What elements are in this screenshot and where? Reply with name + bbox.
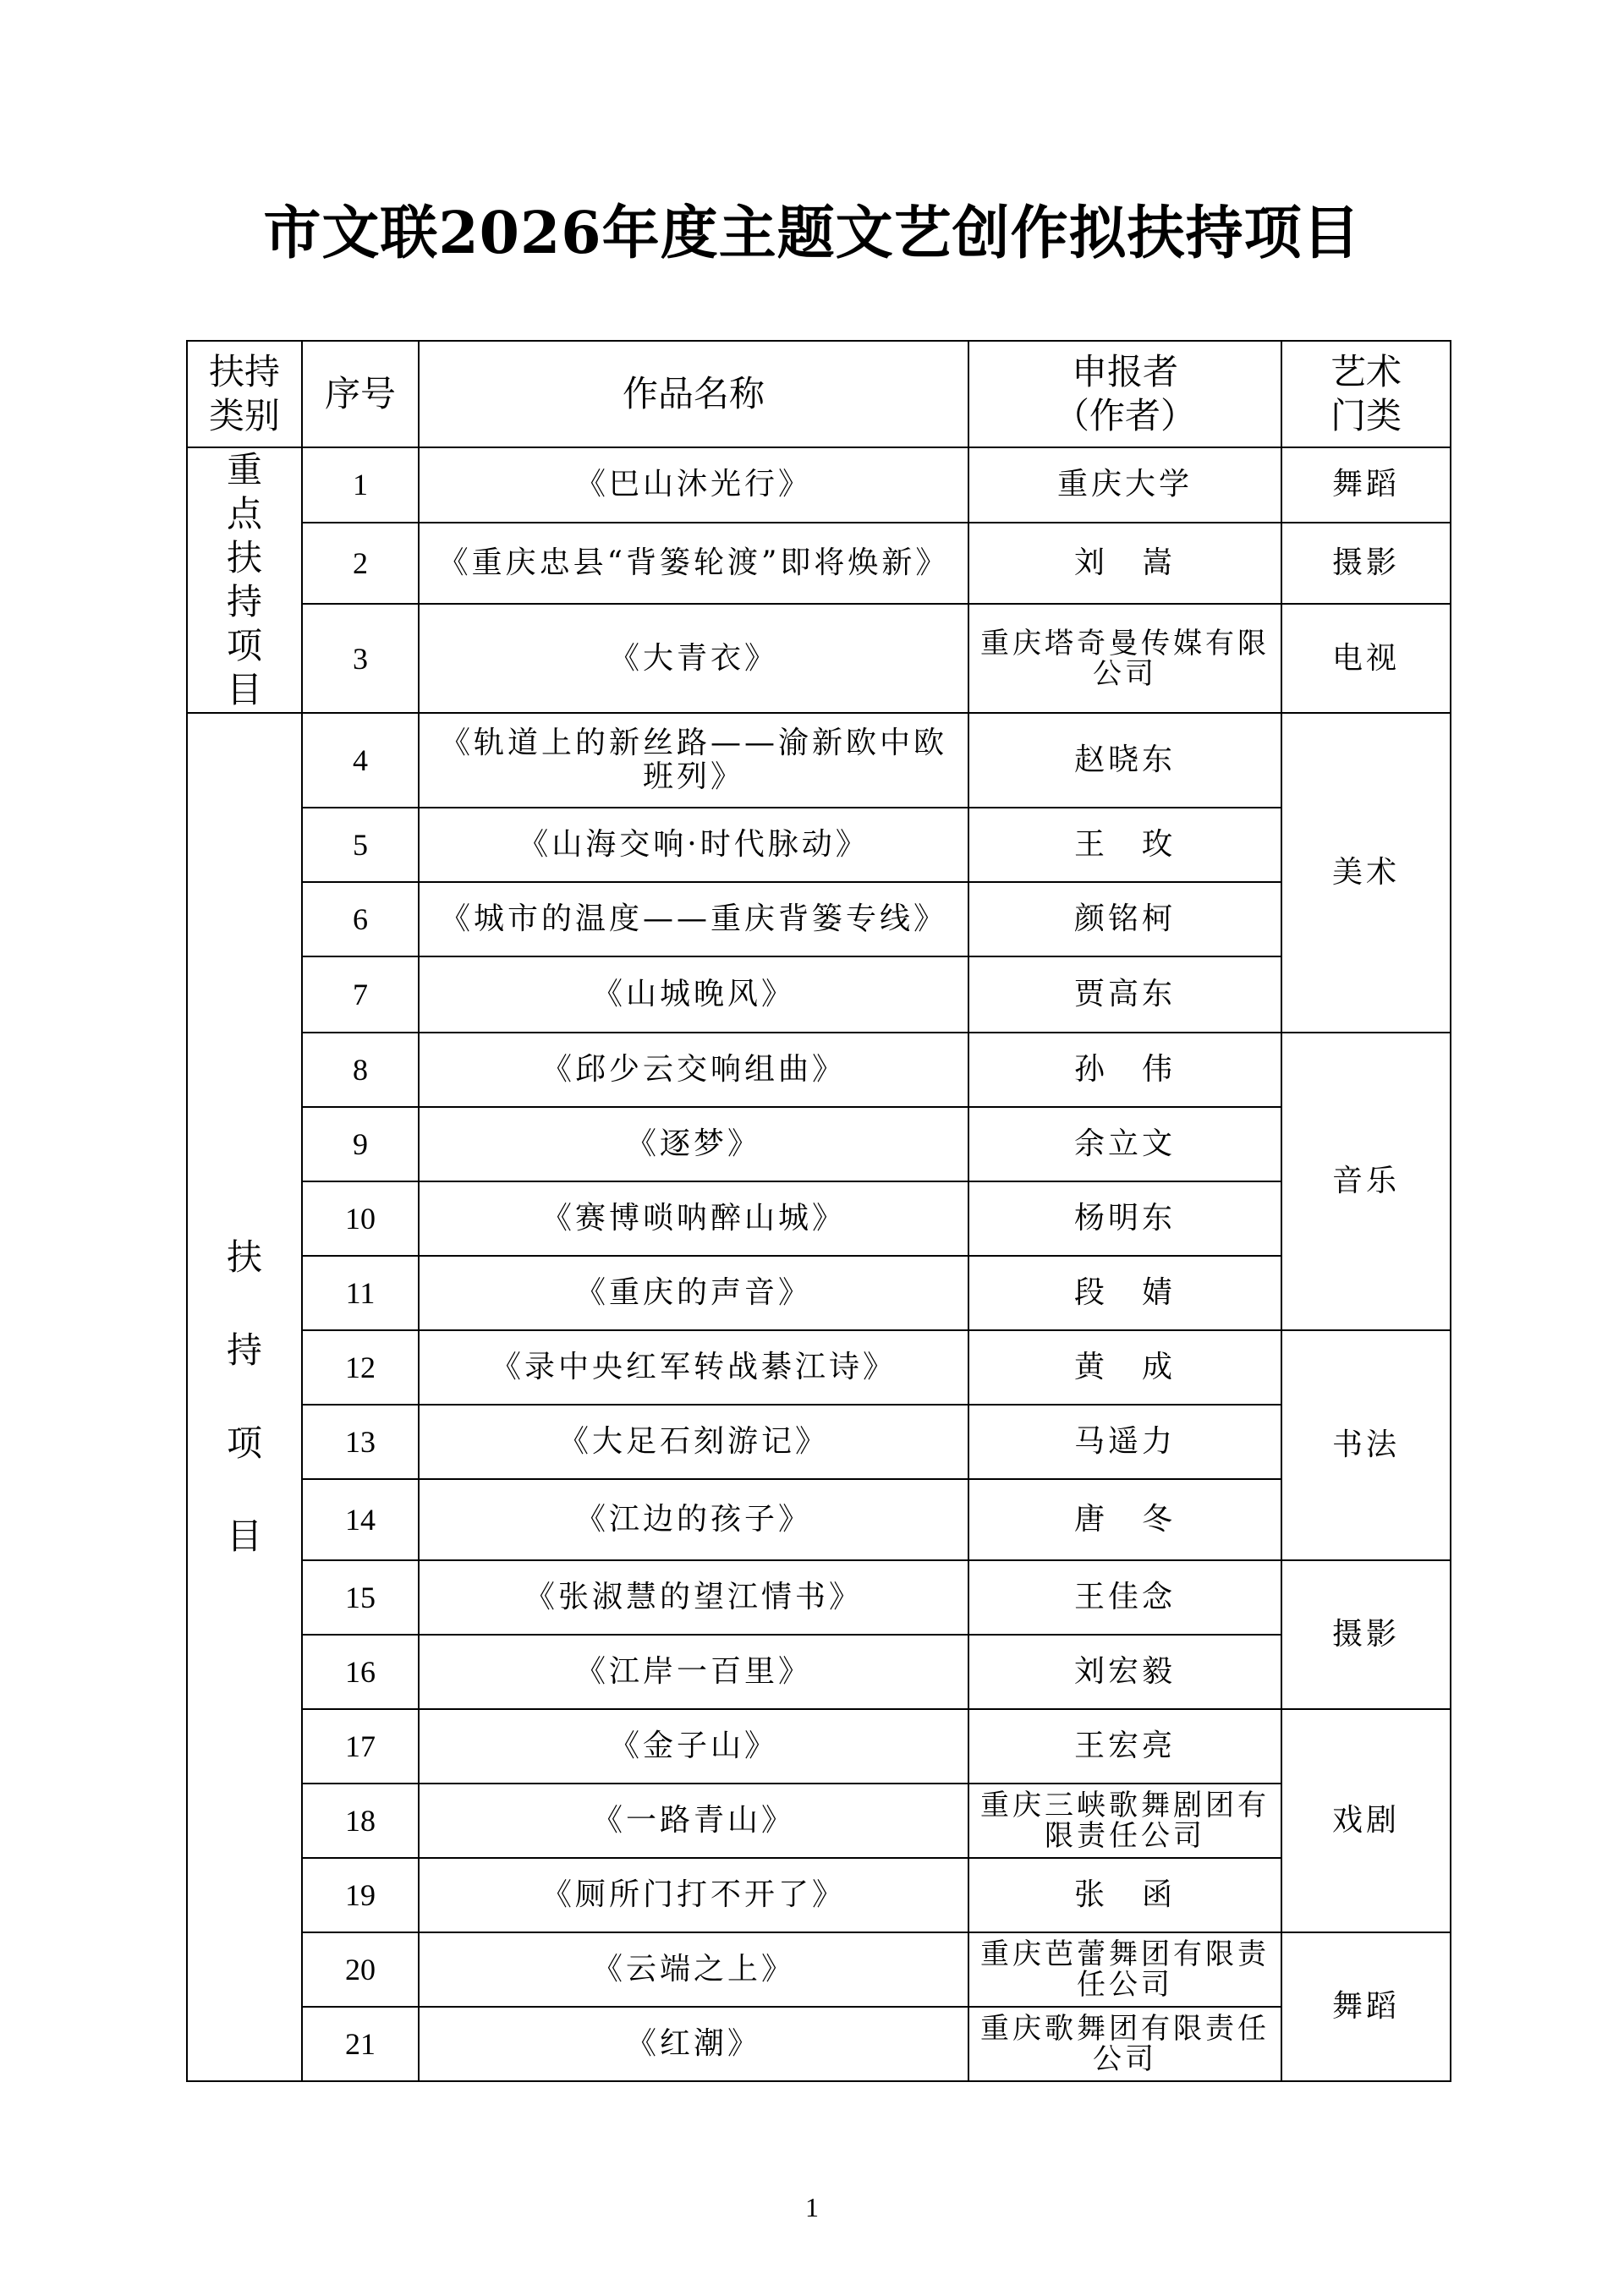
work-title: 《厕所门打不开了》 — [419, 1858, 968, 1932]
table-row — [187, 713, 1451, 808]
row-number: 17 — [302, 1709, 419, 1784]
applicant: 孙 伟 — [968, 1033, 1281, 1107]
table-row — [187, 1330, 1451, 1405]
work-title: 《山海交响·时代脉动》 — [419, 808, 968, 882]
table-row — [187, 1405, 1451, 1479]
applicant: 余立文 — [968, 1107, 1281, 1181]
applicant: 张 函 — [968, 1858, 1281, 1932]
table-row — [187, 1181, 1451, 1256]
page-number: 1 — [805, 2192, 819, 2222]
table-row — [187, 1479, 1451, 1560]
art-category: 电视 — [1281, 604, 1451, 713]
row-number: 2 — [302, 523, 419, 605]
work-title: 《江边的孩子》 — [419, 1479, 968, 1560]
work-title: 《巴山沐光行》 — [419, 447, 968, 523]
applicant: 刘宏毅 — [968, 1635, 1281, 1709]
row-number: 8 — [302, 1033, 419, 1107]
applicant: 黄 成 — [968, 1330, 1281, 1405]
header-row — [187, 341, 1451, 447]
header-art-line1: 艺术 — [1330, 351, 1402, 392]
category-char: 点 — [226, 493, 262, 534]
applicant: 重庆芭蕾舞团有限责任公司 — [968, 1932, 1281, 2007]
table-row — [187, 2007, 1451, 2081]
table-row — [187, 1932, 1451, 2007]
row-number: 11 — [302, 1256, 419, 1330]
category-support — [187, 713, 302, 2081]
header-number: 序号 — [302, 341, 419, 447]
applicant: 唐 冬 — [968, 1479, 1281, 1560]
applicant: 王 玫 — [968, 808, 1281, 882]
category-key-support — [187, 447, 302, 713]
table-header — [187, 341, 1451, 447]
page-title: 市文联2026年度主题文艺创作拟扶持项目 — [263, 200, 1361, 267]
table-row — [187, 882, 1451, 956]
row-number: 4 — [302, 713, 419, 808]
art-category: 摄影 — [1281, 1560, 1451, 1709]
applicant: 颜铭柯 — [968, 882, 1281, 956]
category-char: 目 — [226, 669, 262, 710]
work-title: 《重庆忠县“背篓轮渡”即将焕新》 — [419, 523, 968, 605]
row-number: 20 — [302, 1932, 419, 2007]
work-title: 《云端之上》 — [419, 1932, 968, 2007]
row-number: 6 — [302, 882, 419, 956]
applicant: 赵晓东 — [968, 713, 1281, 808]
row-number: 12 — [302, 1330, 419, 1405]
row-number: 14 — [302, 1479, 419, 1560]
table-row — [187, 1635, 1451, 1709]
table-row — [187, 1784, 1451, 1858]
table-row — [187, 956, 1451, 1033]
applicant: 王宏亮 — [968, 1709, 1281, 1784]
applicant: 贾高东 — [968, 956, 1281, 1033]
header-work: 作品名称 — [419, 341, 968, 447]
category-char: 持 — [226, 1329, 262, 1371]
applicant: 重庆塔奇曼传媒有限公司 — [968, 604, 1281, 713]
row-number: 7 — [302, 956, 419, 1033]
table-row — [187, 447, 1451, 523]
table-row — [187, 1560, 1451, 1635]
applicant: 刘 嵩 — [968, 523, 1281, 605]
table-row — [187, 523, 1451, 605]
applicant: 王佳念 — [968, 1560, 1281, 1635]
table-row — [187, 1033, 1451, 1107]
row-number: 18 — [302, 1784, 419, 1858]
header-applicant-line1: 申报者 — [1071, 351, 1178, 392]
work-title: 《红潮》 — [419, 2007, 968, 2081]
work-title: 《大青衣》 — [419, 604, 968, 713]
work-title: 《大足石刻游记》 — [419, 1405, 968, 1479]
row-number: 19 — [302, 1858, 419, 1932]
work-title: 《金子山》 — [419, 1709, 968, 1784]
applicant: 马遥力 — [968, 1405, 1281, 1479]
art-category: 摄影 — [1281, 523, 1451, 605]
applicant: 段 婧 — [968, 1256, 1281, 1330]
row-number: 5 — [302, 808, 419, 882]
header-art-line2: 门类 — [1330, 395, 1402, 436]
row-number: 16 — [302, 1635, 419, 1709]
row-number: 9 — [302, 1107, 419, 1181]
table-body — [187, 447, 1451, 2081]
category-char: 持 — [226, 581, 262, 622]
header-applicant — [968, 341, 1281, 447]
table-row — [187, 1709, 1451, 1784]
art-category: 音乐 — [1281, 1033, 1451, 1330]
work-title: 《录中央红军转战綦江诗》 — [419, 1330, 968, 1405]
work-title: 《邱少云交响组曲》 — [419, 1033, 968, 1107]
art-category: 舞蹈 — [1281, 1932, 1451, 2081]
work-title: 《赛博唢呐醉山城》 — [419, 1181, 968, 1256]
category-char: 项 — [226, 1422, 262, 1464]
work-title: 《重庆的声音》 — [419, 1256, 968, 1330]
work-title: 《张淑慧的望江情书》 — [419, 1560, 968, 1635]
category-char: 重 — [226, 449, 262, 490]
row-number: 15 — [302, 1560, 419, 1635]
work-title: 《山城晚风》 — [419, 956, 968, 1033]
applicant: 杨明东 — [968, 1181, 1281, 1256]
row-number: 3 — [302, 604, 419, 713]
header-art-category — [1281, 341, 1451, 447]
category-char: 扶 — [226, 1236, 262, 1278]
category-char: 目 — [226, 1515, 262, 1557]
applicant: 重庆歌舞团有限责任公司 — [968, 2007, 1281, 2081]
table-row — [187, 808, 1451, 882]
work-title: 《一路青山》 — [419, 1784, 968, 1858]
art-category: 书法 — [1281, 1330, 1451, 1560]
art-category: 美术 — [1281, 713, 1451, 1033]
category-char: 项 — [226, 625, 262, 666]
projects-table — [186, 340, 1451, 2082]
table-row — [187, 604, 1451, 713]
applicant: 重庆三峡歌舞剧团有限责任公司 — [968, 1784, 1281, 1858]
work-title: 《轨道上的新丝路——渝新欧中欧班列》 — [419, 713, 968, 808]
header-applicant-line2: （作者） — [1053, 395, 1196, 436]
row-number: 10 — [302, 1181, 419, 1256]
table-row — [187, 1256, 1451, 1330]
row-number: 1 — [302, 447, 419, 523]
table-row — [187, 1858, 1451, 1932]
header-category-line2: 类别 — [208, 395, 280, 436]
applicant: 重庆大学 — [968, 447, 1281, 523]
header-category — [187, 341, 302, 447]
table-row — [187, 1107, 1451, 1181]
row-number: 13 — [302, 1405, 419, 1479]
category-char: 扶 — [226, 537, 262, 578]
row-number: 21 — [302, 2007, 419, 2081]
work-title: 《逐梦》 — [419, 1107, 968, 1181]
art-category: 戏剧 — [1281, 1709, 1451, 1932]
work-title: 《城市的温度——重庆背篓专线》 — [419, 882, 968, 956]
header-category-line1: 扶持 — [208, 351, 280, 392]
art-category: 舞蹈 — [1281, 447, 1451, 523]
work-title: 《江岸一百里》 — [419, 1635, 968, 1709]
